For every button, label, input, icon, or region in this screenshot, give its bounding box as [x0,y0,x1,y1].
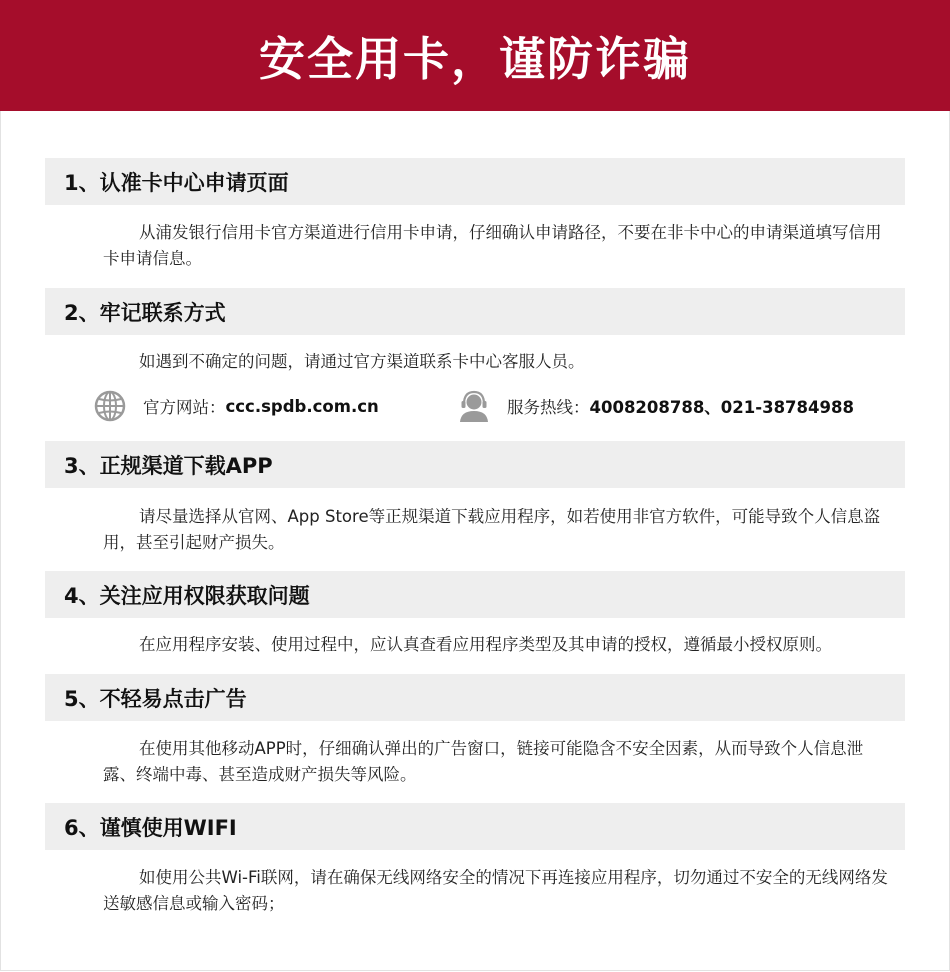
page-title: 安全用卡，谨防诈骗 [259,31,691,86]
section-heading-text: 3、正规渠道下载APP [64,453,273,478]
hotline-label: 服务热线： [507,398,590,417]
header-banner [0,0,950,111]
section-heading-text: 4、关注应用权限获取问题 [64,583,310,608]
section-heading-6 [45,803,905,850]
customer-service-icon [457,389,491,423]
section-heading-text: 2、牢记联系方式 [64,300,226,325]
section-text-6: 如使用公共Wi-Fi联网，请在确保无线网络安全的情况下再连接应用程序，切勿通过不安全的无线网络发送敏感信息或输入密码； [103,868,888,913]
website-contact [93,389,379,423]
section-text-3: 请尽量选择从官网、App Store等正规渠道下载应用程序，如若使用非官方软件，可能导致个人信息盗用，甚至引起财产损失。 [103,507,881,552]
section-heading-1 [45,158,905,205]
section-heading-4 [45,571,905,618]
section-heading-2 [45,288,905,335]
section-heading-3 [45,441,905,488]
section-text-2: 如遇到不确定的问题，请通过官方渠道联系卡中心客服人员。 [139,352,585,371]
section-heading-text: 1、认准卡中心申请页面 [64,170,289,195]
hotline-number[interactable]: 4008208788、021-38784988 [589,398,854,417]
section-text-4: 在应用程序安装、使用过程中，应认真查看应用程序类型及其申请的授权，遵循最小授权原则。 [139,635,832,654]
section-text-1: 从浦发银行信用卡官方渠道进行信用卡申请，仔细确认申请路径，不要在非卡中心的申请渠道填写信用卡申请信息。 [103,223,882,268]
hotline-contact [457,389,854,423]
website-link[interactable]: ccc.spdb.com.cn [225,396,379,416]
website-label: 官方网站： [143,398,226,417]
section-heading-5 [45,674,905,721]
section-text-5: 在使用其他移动APP时，仔细确认弹出的广告窗口，链接可能隐含不安全因素，从而导致个人信息泄露、终端中毒、甚至造成财产损失等风险。 [103,739,864,784]
section-heading-text: 5、不轻易点击广告 [64,686,247,711]
globe-icon [93,389,127,423]
section-heading-text: 6、谨慎使用WIFI [64,815,237,840]
